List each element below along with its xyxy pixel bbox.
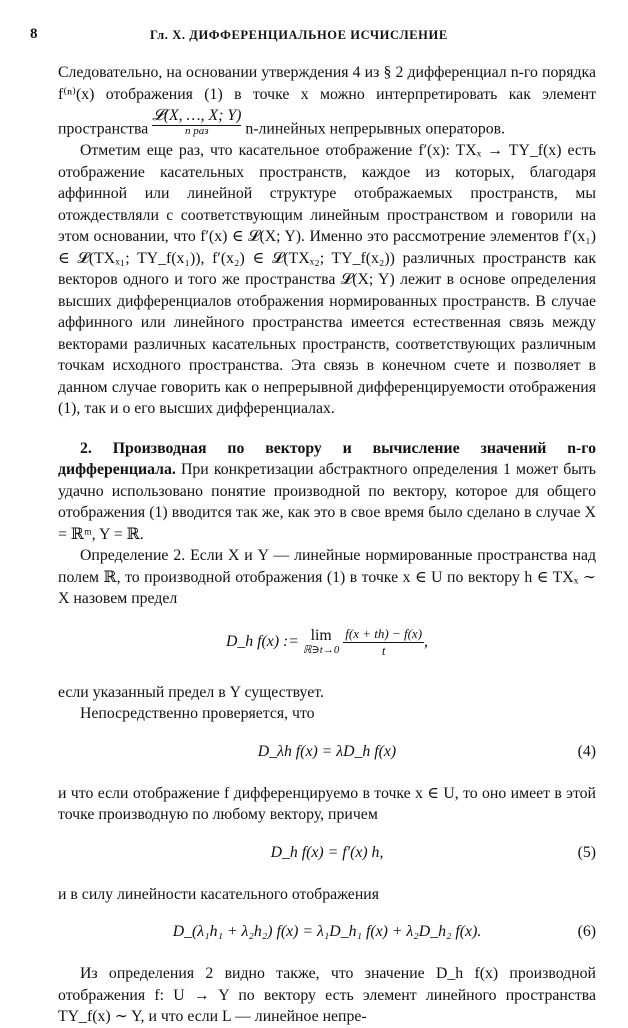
difference-quotient [343, 626, 424, 659]
quotient-denominator: t [381, 642, 386, 658]
paragraph-exists: если указанный предел в Y существует. [58, 683, 324, 701]
section-2 [58, 438, 596, 546]
section-title: 2. Производная по вектору и вычисление значений n-го дифференциала. [58, 439, 596, 478]
intro-text-end: n-линейных непрерывных операторов. [241, 120, 506, 138]
body-text [58, 62, 596, 1028]
formula-6 [58, 911, 596, 955]
formula-5 [58, 832, 596, 876]
formula-6-number: (6) [577, 923, 596, 940]
brace-label: n раз [185, 124, 209, 137]
page-number: 8 [30, 26, 38, 42]
limit-label: lim [310, 627, 332, 644]
page-header [0, 26, 628, 46]
paragraph-last: Из определения 2 видно также, что значение D_h f(x) производной отображения f: U → Y по вектору есть элемент линейного пространства TY_f(x) ∼ Y, и что если L — линейное непре- [58, 965, 596, 1025]
limit-operator [303, 628, 339, 656]
section-text: При конкретизации абстрактного определения 1 может быть удачно использовано понятие производной по вектору, которое для общего отображения (1) вводится так же, как это в свое время было сделано в случае X = ℝᵐ, Y = ℝ. [58, 461, 596, 543]
formula-5-number: (5) [577, 843, 596, 861]
formula-4 [58, 731, 596, 775]
definition-expression [58, 626, 596, 659]
formula-5-expression: D_h f(x) = f′(x) h, [270, 843, 384, 861]
paragraph-intro [58, 62, 596, 140]
formula-definition [58, 616, 596, 674]
paragraph-linearity: и в силу линейности касательного отображения [58, 885, 379, 903]
def-tail: , [424, 632, 428, 650]
paragraph-check: Непосредственно проверяется, что [80, 705, 315, 722]
formula-6-expression: D_(λ₁h₁ + λ₂h₂) f(x) = λ₁D_h₁ f(x) + λ₂D_h₂ f(x). [172, 923, 482, 940]
paragraph-tangent: Отметим еще раз, что касательное отображение f′(x): TXₓ → TY_f(x) есть отображение касательных пространств, каждое из которых, благодаря аффинной или линейной структуре отображаемых пространств, мы отождествляли с соответствующим линейным пространством и говорили на этом основании, что f′(x) ∈ 𝓛(X; Y). Именно это рассмотрение элементов f′(x₁) ∈ 𝓛(TXₓ₁; TY_f(x₁)), f′(x₂) ∈ 𝓛(TXₓ₂; TY_f(x₂)) различных пространств как векторов одного и того же пространства 𝓛(X; Y) лежит в основе определения высших дифференциалов отображения нормированных пространств. В случае аффинного или линейного пространства имеется естественная связь между векторами различных касательных пространств, соответствующих различным точкам исходного пространства. Эта связь в конечном счете и позволяет в данном случае говорить как о непрерывной дифференцируемости отображения (1), так и о его высших дифференциалах. [58, 142, 596, 417]
paragraph-differentiable: и что если отображение f дифференцируемо в точке x ∈ U, то оно имеет в этой точке производную по любому вектору, причем [58, 784, 596, 823]
formula-4-number: (4) [577, 742, 596, 760]
def-lhs: D_h f(x) := [226, 632, 303, 650]
running-title: Гл. X. ДИФФЕРЕНЦИАЛЬНОЕ ИСЧИСЛЕНИЕ [150, 28, 448, 42]
intro-text: Следовательно, на основании утверждения 4 из § 2 дифференциал n-го порядка f⁽ⁿ⁾(x) отображения (1) в точке x можно интерпретировать как элемент пространства [58, 64, 596, 138]
space-underbrace [152, 105, 241, 137]
space-expression: 𝓛(X, …, X; Y) [152, 107, 242, 124]
formula-4-expression: D_λh f(x) = λD_h f(x) [257, 742, 397, 760]
definition-2: Определение 2. Если X и Y — линейные нормированные пространства над полем ℝ, то производной отображения (1) в точке x ∈ U по вектору h ∈ TXₓ ∼ X назовем предел [58, 547, 596, 607]
limit-subscript: ℝ∋t→0 [302, 644, 340, 656]
quotient-numerator: f(x + th) − f(x) [345, 625, 423, 641]
